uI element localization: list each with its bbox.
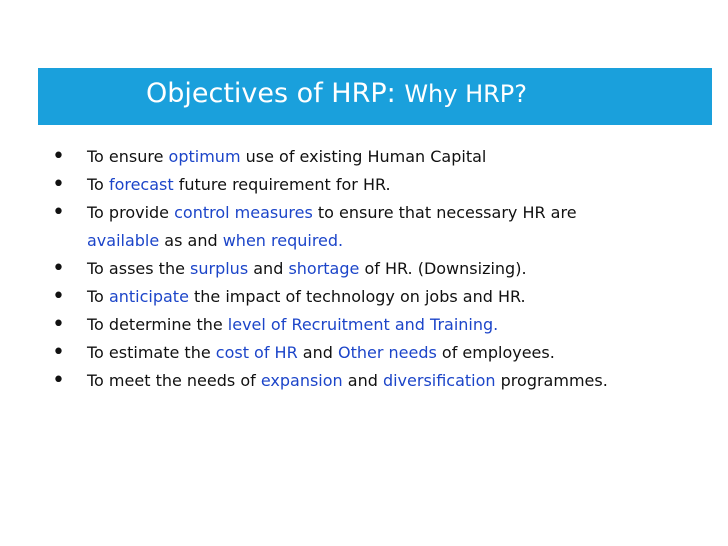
bullet-text-segment: of employees. [436, 343, 555, 362]
bullet-dot-icon: • [52, 144, 65, 169]
bullet-dot-icon: • [52, 172, 65, 197]
bullet-dot-icon: • [52, 256, 65, 281]
bullet-dot-icon: • [52, 284, 65, 309]
bullet-dot-icon: • [52, 368, 65, 393]
bullet-text [87, 171, 391, 199]
highlighted-term: Other needs [337, 343, 437, 362]
highlighted-term: available [87, 231, 160, 250]
highlighted-term: optimum [168, 147, 241, 166]
bullet-item [0, 367, 728, 395]
bullet-text-segment: of HR. (Downsizing). [359, 259, 527, 278]
bullet-text-segment: and [297, 343, 338, 362]
bullet-text-segment: the impact of technology on jobs and HR. [188, 287, 526, 306]
bullet-text-segment: and [248, 259, 289, 278]
bullet-text-segment: and [342, 371, 383, 390]
title-main: Objectives of HRP: [146, 78, 405, 109]
highlighted-term: forecast [108, 175, 174, 194]
bullet-dot-icon: • [52, 340, 65, 365]
bullet-text [87, 199, 577, 227]
bullet-text [87, 255, 527, 283]
bullet-text-segment: To meet the needs of [87, 371, 261, 390]
bullet-dot-icon: • [52, 312, 65, 337]
bullet-text-segment: programmes. [495, 371, 608, 390]
bullet-text [87, 283, 526, 311]
highlighted-term: when required. [222, 231, 344, 250]
bullet-item [0, 255, 728, 283]
highlighted-term: anticipate [108, 287, 189, 306]
bullet-text-segment: To ensure [87, 147, 169, 166]
highlighted-term: diversification [382, 371, 496, 390]
bullet-text [87, 339, 555, 367]
bullet-item [0, 171, 728, 199]
highlighted-term: shortage [288, 259, 360, 278]
highlighted-term: control measures [174, 203, 313, 222]
bullet-continuation [0, 227, 728, 255]
highlighted-term: cost of HR [215, 343, 298, 362]
bullet-dot-icon: • [52, 200, 65, 225]
bullet-text-segment: To [87, 175, 109, 194]
bullet-text [87, 143, 486, 171]
bullet-text [87, 227, 343, 255]
bullet-text-segment: future requirement for HR. [173, 175, 391, 194]
bullet-text-segment: To determine the [87, 315, 228, 334]
bullet-item [0, 143, 728, 171]
bullet-item [0, 283, 728, 311]
bullet-text-segment: use of existing Human Capital [240, 147, 487, 166]
bullet-text [87, 311, 498, 339]
bullet-text-segment: to ensure that necessary HR are [312, 203, 577, 222]
title-question: Why HRP? [404, 80, 528, 108]
bullet-text-segment: To provide [87, 203, 175, 222]
highlighted-term: expansion [260, 371, 343, 390]
bullet-text [87, 367, 608, 395]
bullet-item [0, 199, 728, 227]
bullet-text-segment: To [87, 287, 109, 306]
bullet-item [0, 311, 728, 339]
highlighted-term: level of Recruitment and Training. [227, 315, 499, 334]
bullet-item [0, 339, 728, 367]
bullet-text-segment: as and [159, 231, 223, 250]
bullet-text-segment: To asses the [87, 259, 191, 278]
bullet-text-segment: To estimate the [87, 343, 216, 362]
highlighted-term: surplus [190, 259, 249, 278]
